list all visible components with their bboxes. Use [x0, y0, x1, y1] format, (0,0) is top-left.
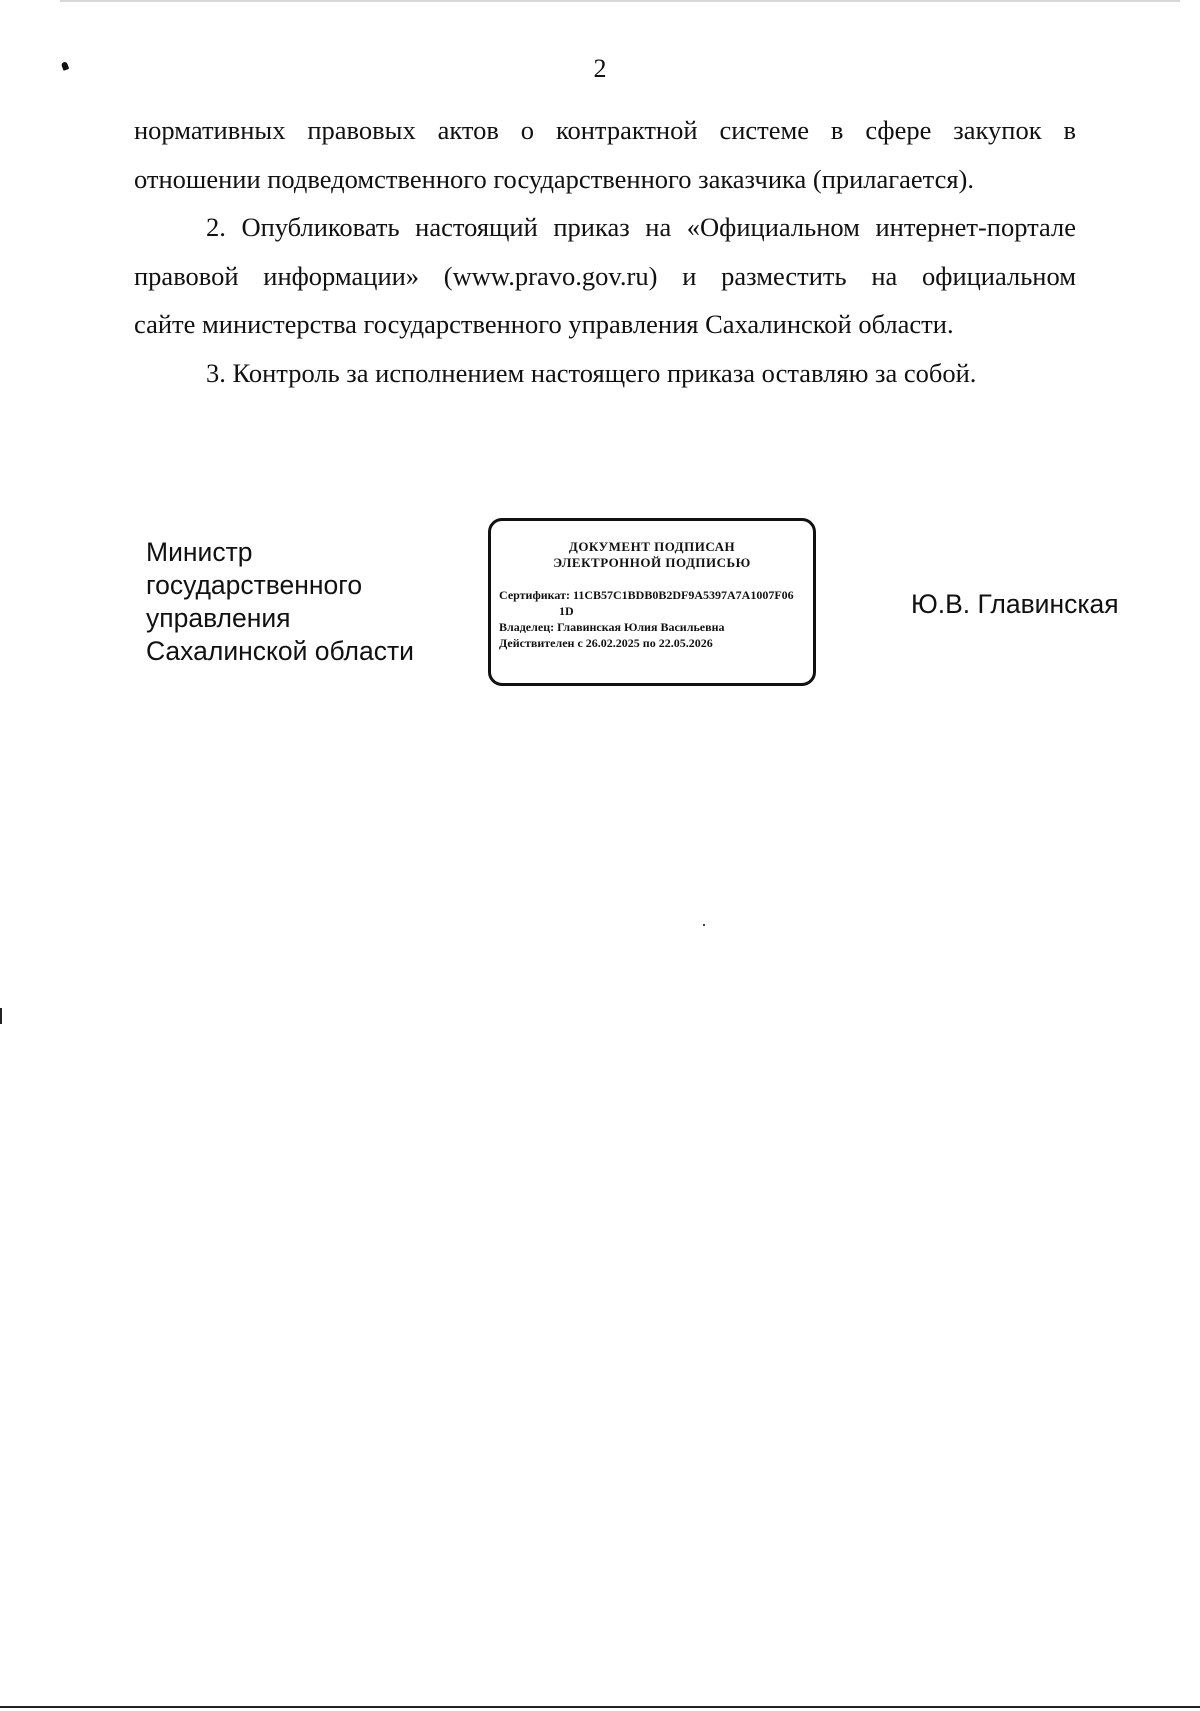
- scan-artifact-edge: [0, 1008, 2, 1024]
- stamp-heading-line: ЭЛЕКТРОННОЙ ПОДПИСЬЮ: [553, 555, 751, 570]
- scan-border-top: [60, 0, 1180, 2]
- paragraph-line: отношении подведомственного государственного заказчика (прилагается).: [134, 163, 974, 194]
- signatory-title: [146, 536, 414, 668]
- paragraph-line: 3. Контроль за исполнением настоящего приказа оставляю за собой.: [206, 357, 977, 388]
- signatory-title-line: Министр: [146, 537, 253, 567]
- scan-artifact-dot: [703, 924, 705, 926]
- stamp-heading-line: ДОКУМЕНТ ПОДПИСАН: [568, 539, 736, 554]
- stamp-heading: [491, 539, 813, 571]
- paragraph-line: правовой информации» (www.pravo.gov.ru) и разместить на официальном: [134, 260, 1076, 291]
- stamp-validity: Действителен с 26.02.2025 по 22.05.2026: [499, 636, 713, 650]
- stamp-certificate-continued: 1D: [559, 604, 574, 618]
- paragraph-line: 2. Опубликовать настоящий приказ на «Официальном интернет-портале: [206, 212, 1076, 242]
- paragraph-line: нормативных правовых актов о контрактной системе в сфере закупок в: [134, 115, 1076, 145]
- stamp-certificate: Сертификат: 11CB57C1BDB0B2DF9A5397A7A1007F06: [499, 588, 794, 602]
- scan-border-bottom: [0, 1706, 1200, 1708]
- signatory-title-line: управления: [146, 603, 291, 633]
- stamp-details: [499, 587, 813, 651]
- document-body: [134, 106, 1076, 397]
- stamp-owner: Владелец: Главинская Юлия Васильевна: [499, 620, 725, 634]
- paragraph-line: сайте министерства государственного управления Сахалинской области.: [134, 309, 954, 339]
- signatory-title-line: государственного: [146, 570, 363, 600]
- page-number: 2: [593, 54, 607, 83]
- electronic-signature-stamp: [488, 518, 816, 686]
- signatory-title-line: Сахалинской области: [146, 636, 414, 666]
- signer-name: Ю.В. Главинская: [911, 589, 1119, 619]
